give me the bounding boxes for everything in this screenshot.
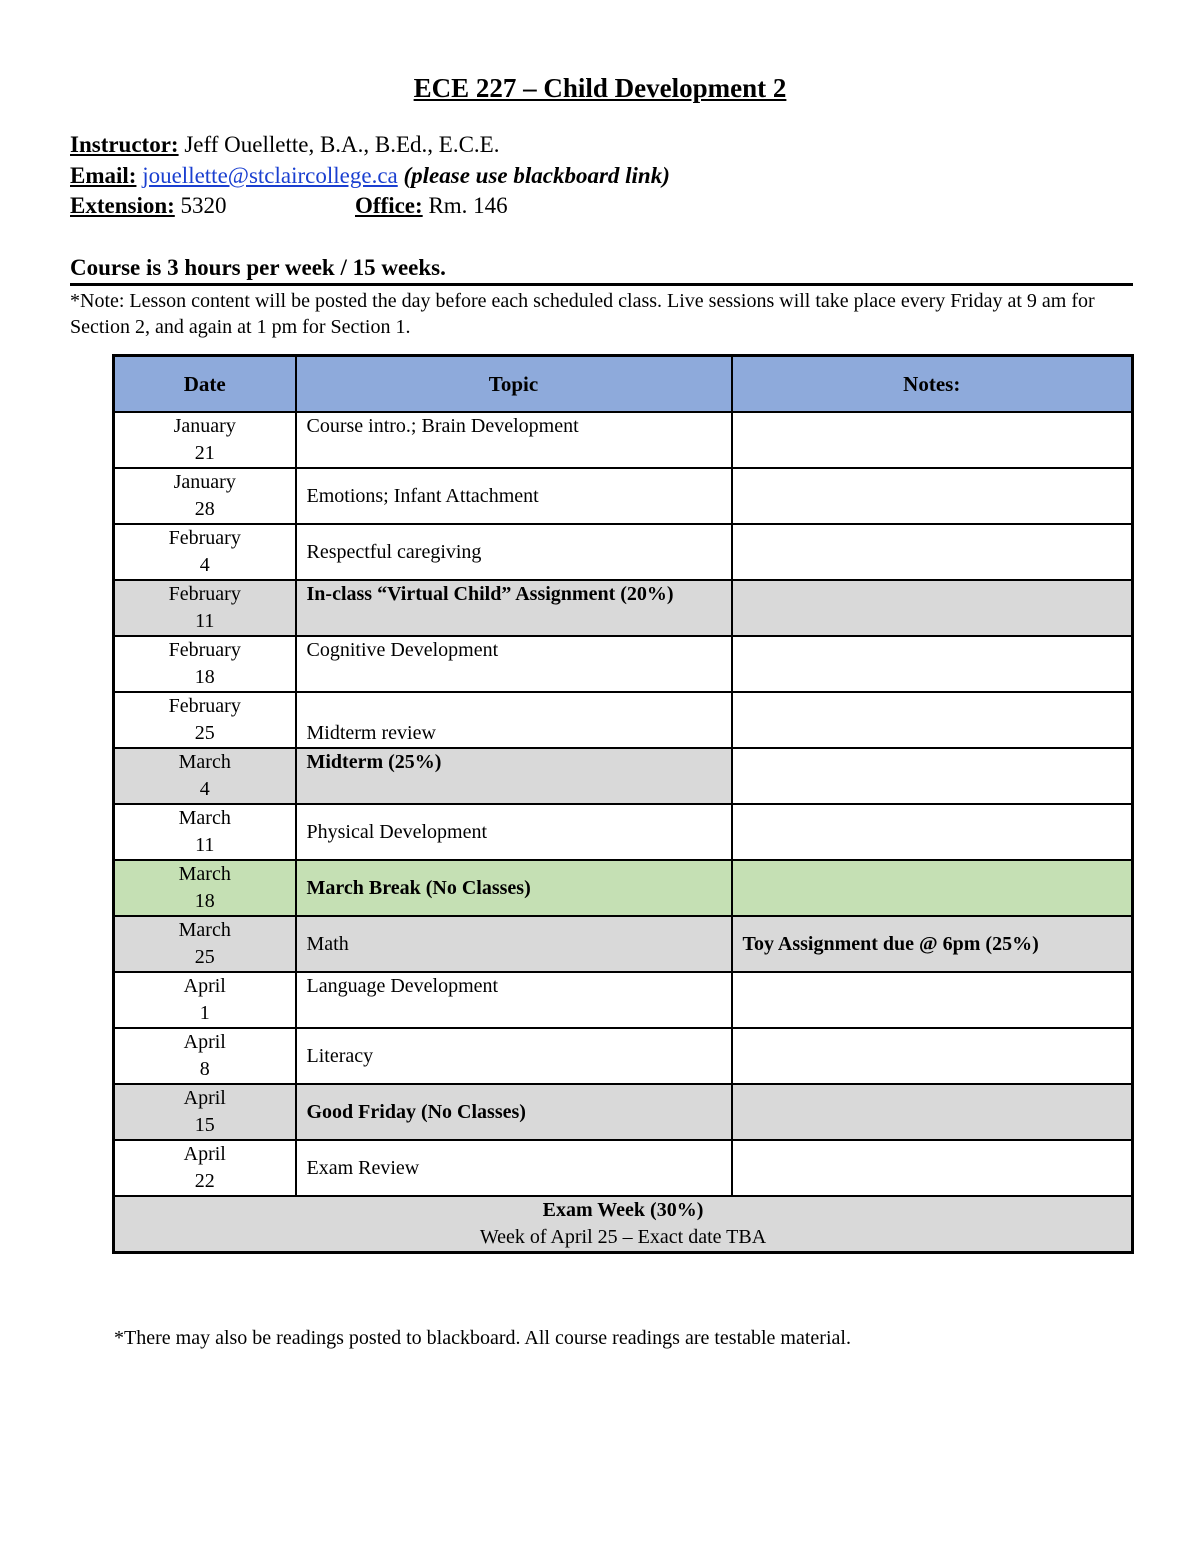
topic-cell: Emotions; Infant Attachment	[296, 468, 732, 524]
date-day: 22	[194, 1170, 215, 1192]
table-row	[114, 972, 1133, 1028]
topic-cell: Course intro.; Brain Development	[296, 412, 732, 468]
date-month: February	[168, 527, 241, 549]
header-topic: Topic	[296, 356, 732, 413]
date-day: 25	[194, 722, 215, 744]
date-cell	[114, 636, 296, 692]
date-cell	[114, 804, 296, 860]
date-month: March	[178, 919, 231, 941]
date-month: January	[173, 471, 236, 493]
notes-cell	[732, 748, 1133, 804]
table-row	[114, 412, 1133, 468]
exam-cell	[114, 1196, 1133, 1253]
instructor-label: Instructor:	[70, 132, 179, 157]
date-day: 21	[194, 442, 215, 464]
date-day: 28	[194, 498, 215, 520]
table-row	[114, 524, 1133, 580]
table-row	[114, 748, 1133, 804]
date-cell	[114, 580, 296, 636]
table-row	[114, 1028, 1133, 1084]
topic-cell: Physical Development	[296, 804, 732, 860]
date-cell	[114, 916, 296, 972]
table-header-row	[114, 356, 1133, 413]
email-link[interactable]: jouellette@stclaircollege.ca	[142, 163, 398, 188]
notes-cell	[732, 468, 1133, 524]
date-cell	[114, 1028, 296, 1084]
topic-cell: Literacy	[296, 1028, 732, 1084]
date-cell	[114, 468, 296, 524]
table-row	[114, 692, 1133, 748]
table-row	[114, 860, 1133, 916]
table-row	[114, 916, 1133, 972]
notes-cell	[732, 524, 1133, 580]
table-row	[114, 636, 1133, 692]
instructor-line	[70, 130, 499, 160]
extension-office-line	[70, 191, 670, 221]
topic-cell: March Break (No Classes)	[296, 860, 732, 916]
extension-value: 5320	[174, 193, 227, 218]
email-note: (please use blackboard link)	[403, 163, 670, 188]
date-month: April	[183, 1143, 226, 1165]
schedule-table	[112, 354, 1134, 1254]
course-hours: Course is 3 hours per week / 15 weeks.	[70, 253, 1133, 286]
email-label: Email:	[70, 163, 137, 188]
exam-detail: Week of April 25 – Exact date TBA	[479, 1226, 767, 1248]
date-cell	[114, 1140, 296, 1196]
topic-cell: Exam Review	[296, 1140, 732, 1196]
email-line	[70, 161, 670, 191]
topic-cell: Midterm review	[296, 692, 732, 748]
table-row	[114, 468, 1133, 524]
date-day: 4	[199, 778, 210, 800]
notes-cell	[732, 860, 1133, 916]
date-cell	[114, 748, 296, 804]
date-cell	[114, 1084, 296, 1140]
notes-cell	[732, 1084, 1133, 1140]
table-row	[114, 580, 1133, 636]
office-value: Rm. 146	[422, 193, 508, 218]
date-month: February	[168, 583, 241, 605]
date-day: 11	[195, 610, 215, 632]
date-month: March	[178, 863, 231, 885]
date-month: April	[183, 1087, 226, 1109]
topic-cell: Cognitive Development	[296, 636, 732, 692]
date-month: March	[178, 751, 231, 773]
topic-cell: Good Friday (No Classes)	[296, 1084, 732, 1140]
date-cell	[114, 860, 296, 916]
table-row	[114, 804, 1133, 860]
date-cell	[114, 972, 296, 1028]
header-notes: Notes:	[732, 356, 1133, 413]
date-month: March	[178, 807, 231, 829]
extension-label: Extension:	[70, 193, 175, 218]
date-month: February	[168, 695, 241, 717]
date-cell	[114, 692, 296, 748]
topic-cell: Respectful caregiving	[296, 524, 732, 580]
footer-note: *There may also be readings posted to blackboard. All course readings are testable material.	[114, 1327, 851, 1349]
date-day: 11	[195, 834, 215, 856]
date-day: 18	[194, 890, 215, 912]
topic-cell: Math	[296, 916, 732, 972]
page-title: ECE 227 – Child Development 2	[413, 73, 787, 103]
date-month: January	[173, 415, 236, 437]
date-day: 18	[194, 666, 215, 688]
notes-cell: Toy Assignment due @ 6pm (25%)	[732, 916, 1133, 972]
table-row	[114, 1140, 1133, 1196]
date-day: 8	[199, 1058, 210, 1080]
date-day: 25	[194, 946, 215, 968]
notes-cell	[732, 412, 1133, 468]
topic-cell: Midterm (25%)	[296, 748, 732, 804]
date-month: April	[183, 1031, 226, 1053]
table-row	[114, 1084, 1133, 1140]
office-group	[355, 191, 508, 221]
date-day: 4	[199, 554, 210, 576]
notes-cell	[732, 636, 1133, 692]
exam-title: Exam Week (30%)	[542, 1199, 704, 1221]
date-day: 1	[199, 1002, 210, 1024]
notes-cell	[732, 692, 1133, 748]
instructor-value: Jeff Ouellette, B.A., B.Ed., E.C.E.	[178, 132, 500, 157]
office-label: Office:	[355, 193, 423, 218]
date-month: February	[168, 639, 241, 661]
date-month: April	[183, 975, 226, 997]
date-cell	[114, 524, 296, 580]
topic-cell: Language Development	[296, 972, 732, 1028]
notes-cell	[732, 1028, 1133, 1084]
date-cell	[114, 412, 296, 468]
lesson-note: *Note: Lesson content will be posted the day before each scheduled class. Live sessions will take place every Friday at 9 am for Section 2, and again at 1 pm for Section 1.	[70, 290, 1095, 338]
notes-cell	[732, 1140, 1133, 1196]
date-day: 15	[194, 1114, 215, 1136]
notes-cell	[732, 804, 1133, 860]
exam-row	[114, 1196, 1133, 1253]
topic-cell: In-class “Virtual Child” Assignment (20%)	[296, 580, 732, 636]
notes-cell	[732, 972, 1133, 1028]
notes-cell	[732, 580, 1133, 636]
header-date: Date	[114, 356, 296, 413]
